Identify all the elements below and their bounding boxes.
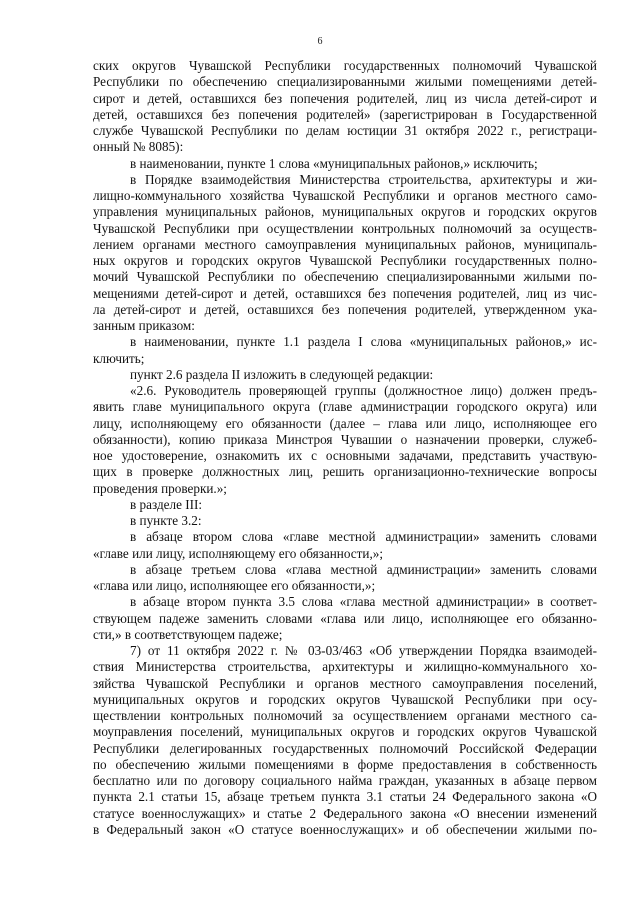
text-line: ключить; — [93, 350, 145, 366]
page-number: 6 — [317, 36, 323, 47]
text-line: мочий Чувашской Республики по обеспечению специализированными жилыми по- — [93, 269, 597, 285]
text-line: ствующем падеже заменить словами «глава или лицо, исполняющее его обязанно- — [93, 610, 597, 626]
text-line: пункта 2.1 статьи 15, абзаце третьем пункта 3.1 статьи 24 Федерального закона «О — [93, 789, 597, 805]
text-line: ских округов Чувашской Республики государственных полномочий Чувашской — [93, 58, 597, 73]
text-line: пункт 2.6 раздела II изложить в следующей редакции: — [130, 366, 434, 382]
text-line: в пункте 3.2: — [130, 513, 202, 528]
text-line: явить главе муниципального округа (главе администрации городского округа) или — [93, 399, 597, 415]
text-line: зяйства Чувашской Республики и органов местного самоуправления поселений, — [93, 675, 597, 691]
text-line: онный № 8085): — [93, 139, 184, 155]
text-line: ствия Министерства строительства, архитектуры и жилищно-коммунального хо- — [93, 659, 597, 675]
text-line: в разделе III: — [130, 496, 203, 512]
text-line: ла детей-сирот и детей, оставшихся без попечения родителей, утвержденном ука- — [93, 301, 597, 317]
text-line: в Федеральный закон «О статусе военнослужащих» и об обеспечении жилыми по- — [93, 821, 597, 837]
text-line: службе Чувашской Республики по делам юстиции 31 октября 2022 г., регистраци- — [93, 123, 597, 138]
text-line: в наименовании, пункте 1.1 раздела I слова «муниципальных районов,» ис- — [130, 334, 597, 350]
text-line: щих в проверке должностных лиц, решить организационно-технические вопросы — [93, 464, 597, 480]
text-line: «главе или лицу, исполняющему его обязанности,»; — [93, 545, 384, 561]
text-line: Чувашской Республики при осуществлении контрольных полномочий за осуществ- — [93, 220, 597, 236]
text-line: занным приказом: — [93, 318, 195, 333]
text-line: обязанности), копию приказа Минстроя Чувашии о назначении проверки, служеб- — [93, 431, 597, 447]
text-line: мещениями детей-сирот и детей, оставшихся без попечения родителей, лиц из чис- — [93, 285, 597, 301]
text-line: в наименовании, пункте 1 слова «муниципальных районов,» исключить; — [130, 155, 538, 171]
text-line: сирот и детей, оставшихся без попечения родителей, лиц из числа детей-сирот и — [93, 90, 597, 106]
text-line: ных округов и городских округов Чувашской Республики государственных полно- — [93, 253, 597, 268]
text-line: «глава или лицо, исполняющее его обязанности,»; — [93, 578, 376, 593]
text-line: детей, оставшихся без попечения родителей» (зарегистрирован в Государственной — [93, 106, 597, 122]
text-line: Республики делегированных государственных полномочий Российской Федерации — [93, 740, 597, 756]
text-line: в абзаце втором пункта 3.5 слова «глава местной администрации» в соответ- — [130, 594, 597, 610]
text-line: Республики по обеспечению специализированными жилыми помещениями детей- — [93, 74, 597, 90]
text-line: сти,» в соответствующем падеже; — [93, 626, 283, 642]
text-line: управления муниципальных районов, муниципальных округов и городских округов — [93, 204, 597, 220]
text-line: по обеспечению жилыми помещениями в форме предоставления в собственность — [93, 756, 597, 772]
text-line: ществлении контрольных полномочий за осуществлением органами местного са- — [93, 708, 597, 723]
text-line: бесплатно или по договору социального найма граждан, указанных в абзаце первом — [93, 773, 597, 788]
text-line: статусе военнослужащих» и статье 2 Федерального закона «О внесении изменений — [93, 805, 597, 821]
text-line: в Порядке взаимодействия Министерства строительства, архитектуры и жи- — [130, 171, 597, 187]
text-line: в абзаце втором слова «главе местной администрации» заменить словами — [130, 529, 597, 545]
text-line: лицу, исполняющему его обязанности (далее – глава или лицо, исполняющее его — [93, 415, 597, 431]
text-line: «2.6. Руководитель проверяющей группы (должностное лицо) должен предъ- — [130, 383, 597, 398]
text-line: проведения проверки.»; — [93, 480, 227, 496]
text-line: лищно-коммунального хозяйства Чувашской Республики и органов местного само- — [93, 188, 597, 203]
text-line: ное удостоверение, ознакомить их с основными задачами, представить участвую- — [93, 448, 597, 463]
text-line: лением органами местного самоуправления муниципальных районов, муниципаль- — [93, 236, 597, 252]
text-line: моуправления поселений, муниципальных округов и городских округов Чувашской — [93, 724, 597, 740]
text-line: 7) от 11 октября 2022 г. № 03-03/463 «Об утверждении Порядка взаимодей- — [130, 643, 597, 658]
document-body — [93, 58, 597, 838]
text-line: муниципальных округов и городских округов Чувашской Республики при осу- — [93, 691, 597, 707]
text-line: в абзаце третьем слова «глава местной администрации» заменить словами — [130, 561, 597, 577]
